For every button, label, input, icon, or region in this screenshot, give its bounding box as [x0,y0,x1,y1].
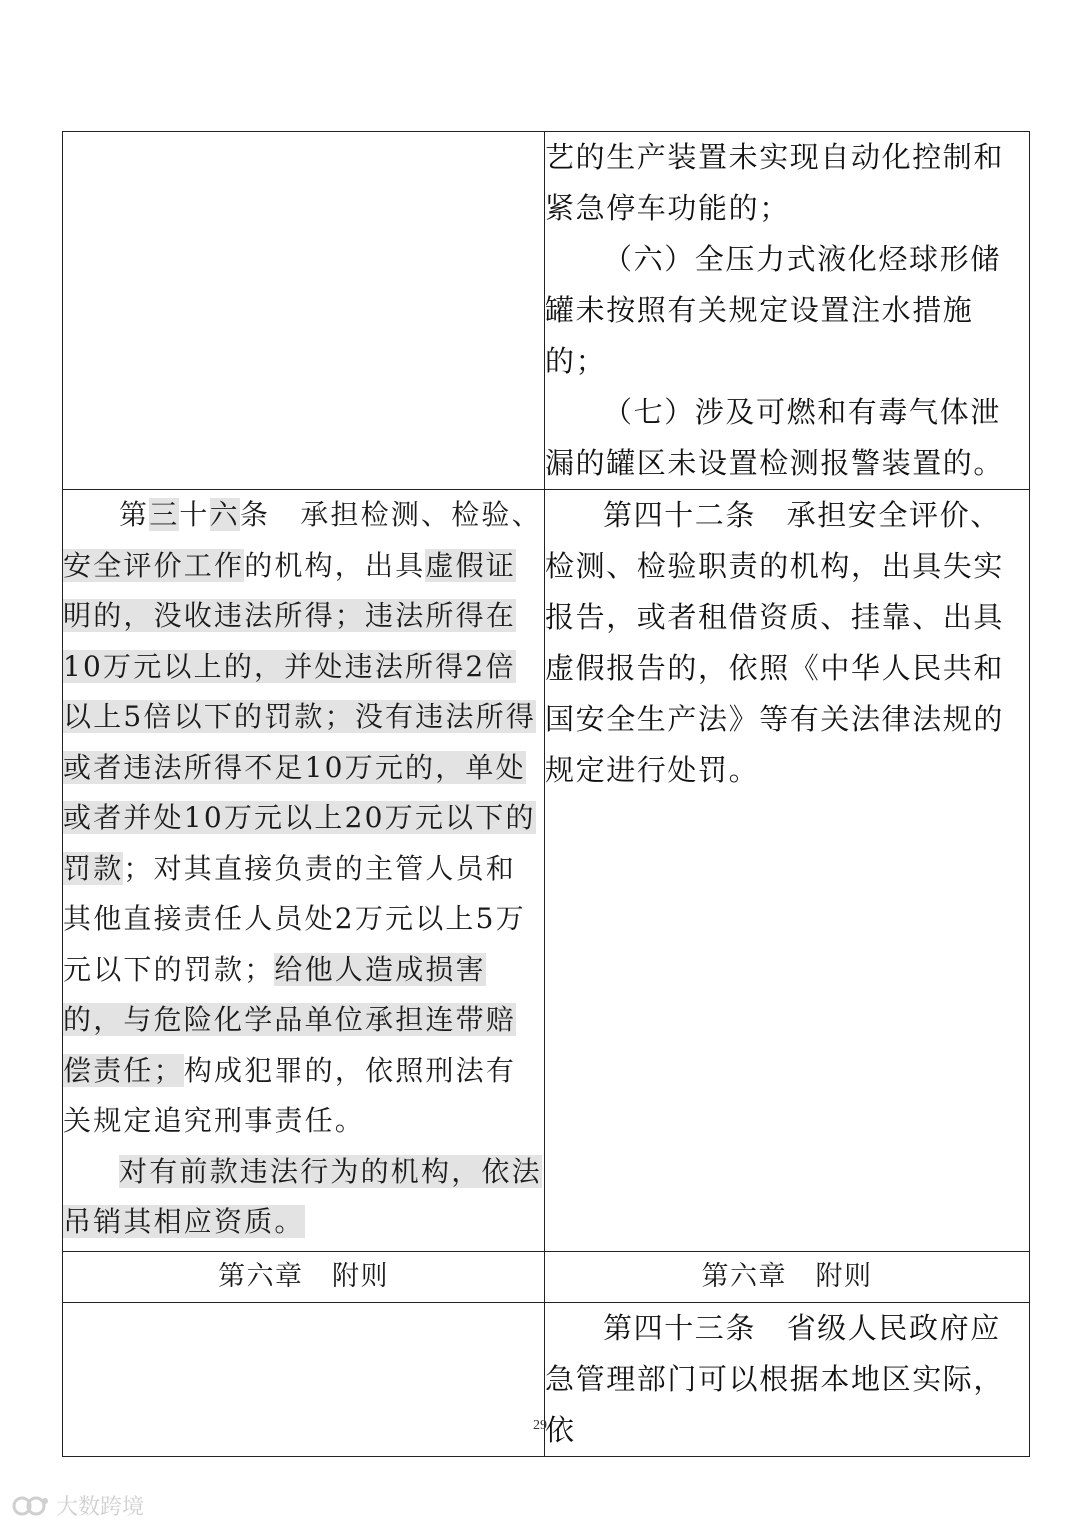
watermark-text: 大数跨境 [56,1495,145,1520]
highlighted-text: 给他人造成损害的，与危险化学品单位承担连带赔偿责任； [63,952,517,1087]
text-run: 构成犯罪的，依照刑法有关规定追究刑事责任。 [63,1053,517,1137]
page-number: 29 [533,1418,547,1433]
article-36-paragraph-2 [63,1147,544,1248]
old-text-cell [63,132,545,490]
article-43-paragraph: 第四十三条 省级人民政府应急管理部门可以根据本地区实际，依 [545,1311,1005,1447]
paragraph: （六）全压力式液化烃球形储罐未按照有关规定设置注水措施的； [545,242,1001,378]
comparison-table [62,131,1030,1457]
old-text-cell [63,490,545,1252]
text-run: 条 承担检测、检验、 [239,498,542,531]
table-row [63,132,1030,490]
article-36-paragraph [63,490,544,1147]
article-42-paragraph: 第四十二条 承担安全评价、检测、检验职责的机构，出具失实报告，或者租借资质、挂靠、出具虚假报告的，依照《中华人民共和国安全生产法》等有关法律法规的规定进行处罚。 [545,498,1005,787]
new-text-cell [545,132,1030,490]
chapter-title: 第六章 附则 [701,1261,873,1292]
highlighted-text: 安全评价工作 [63,548,245,582]
highlighted-text: 对有前款违法行为的机构，依法吊销其相应资质。 [63,1154,542,1238]
highlighted-text: 虚假证明的，没收违法所得；违法所得在10万元以上的，并处违法所得2倍以上5倍以下的罚款；没有违法所得或者违法所得不足10万元的，单处或者并处10万元以上20万元以下的罚款 [63,548,537,885]
text-run: 的机构，出具 [244,548,426,582]
table-row [63,1252,1030,1303]
text-run: ；对其直接负责的主管人员和其他直接责任人员处2万元以上5万元以下的罚款； [63,851,526,986]
paragraph: （七）涉及可燃和有毒气体泄漏的罐区未设置检测报警装置的。 [545,395,1005,480]
highlighted-text: 三 [149,498,180,531]
chapter-heading-old [63,1252,545,1303]
paragraph: 艺的生产装置未实现自动化控制和紧急停车功能的； [545,140,1005,225]
table-row [63,490,1030,1252]
highlighted-text: 六 [209,498,240,531]
chapter-heading-new [545,1252,1030,1303]
text-run: 第 [119,498,150,531]
new-text-cell [545,490,1030,1252]
text-run: 十 [179,498,210,531]
watermark [12,1490,144,1521]
watermark-logo-icon [12,1493,50,1519]
chapter-title: 第六章 附则 [218,1261,389,1292]
